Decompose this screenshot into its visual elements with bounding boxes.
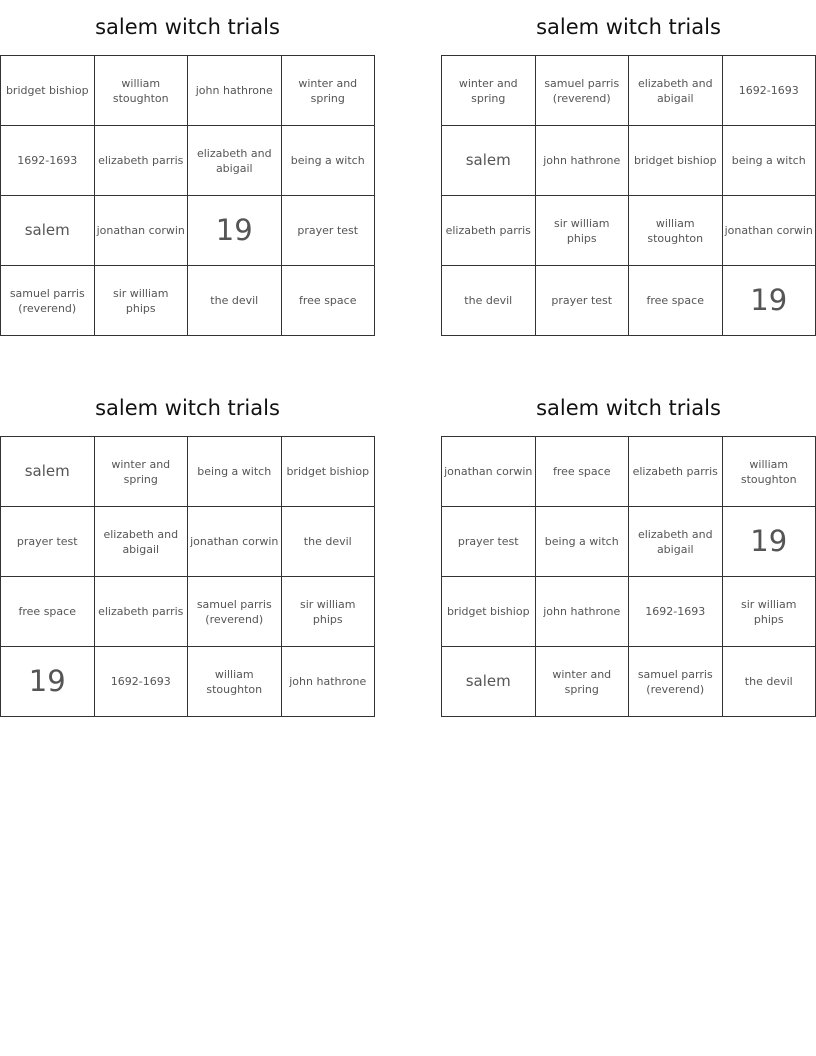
bingo-cell: free space [629, 266, 723, 336]
bingo-cell: the devil [282, 507, 376, 577]
bingo-cell: sir william phips [723, 577, 816, 647]
bingo-grid [0, 55, 375, 336]
bingo-cell: samuel parris (reverend) [536, 56, 630, 126]
bingo-cell: john hathrone [282, 647, 376, 717]
bingo-cell: elizabeth parris [95, 577, 189, 647]
bingo-cell: being a witch [282, 126, 376, 196]
bingo-cell: 1692-1693 [95, 647, 189, 717]
bingo-cell: john hathrone [536, 577, 630, 647]
bingo-cell: samuel parris (reverend) [188, 577, 282, 647]
bingo-cell: william stoughton [188, 647, 282, 717]
bingo-cell: 1692-1693 [629, 577, 723, 647]
card-title: salem witch trials [95, 15, 280, 39]
bingo-cell: the devil [723, 647, 816, 717]
bingo-cell: free space [1, 577, 95, 647]
bingo-cell: elizabeth and abigail [629, 507, 723, 577]
bingo-cell: jonathan corwin [188, 507, 282, 577]
bingo-grid [441, 436, 816, 717]
bingo-cell: 19 [1, 647, 95, 717]
card-title: salem witch trials [536, 15, 721, 39]
bingo-cell: 1692-1693 [723, 56, 816, 126]
bingo-cell: 19 [723, 507, 816, 577]
bingo-cell: winter and spring [442, 56, 536, 126]
bingo-cell: the devil [442, 266, 536, 336]
bingo-cell: the devil [188, 266, 282, 336]
bingo-cell: salem [442, 126, 536, 196]
bingo-cell: bridget bishiop [442, 577, 536, 647]
bingo-cell: being a witch [536, 507, 630, 577]
bingo-cell: prayer test [282, 196, 376, 266]
bingo-cell: salem [1, 437, 95, 507]
bingo-card [441, 391, 816, 717]
bingo-cell: sir william phips [282, 577, 376, 647]
bingo-cell: sir william phips [536, 196, 630, 266]
bingo-cell: jonathan corwin [442, 437, 536, 507]
bingo-cell: elizabeth parris [629, 437, 723, 507]
bingo-cell: samuel parris (reverend) [629, 647, 723, 717]
bingo-cell: bridget bishiop [282, 437, 376, 507]
bingo-cell: elizabeth and abigail [629, 56, 723, 126]
bingo-card [0, 10, 375, 336]
bingo-cell: elizabeth parris [95, 126, 189, 196]
bingo-cell: william stoughton [95, 56, 189, 126]
bingo-grid [0, 436, 375, 717]
bingo-cell: free space [282, 266, 376, 336]
bingo-cell: john hathrone [188, 56, 282, 126]
bingo-cell: salem [442, 647, 536, 717]
bingo-card [0, 391, 375, 717]
bingo-cell: prayer test [442, 507, 536, 577]
bingo-cell: 19 [723, 266, 816, 336]
bingo-cell: free space [536, 437, 630, 507]
bingo-cell: bridget bishiop [1, 56, 95, 126]
bingo-cell: samuel parris (reverend) [1, 266, 95, 336]
bingo-cell: jonathan corwin [95, 196, 189, 266]
bingo-cell: elizabeth and abigail [95, 507, 189, 577]
bingo-cell: william stoughton [629, 196, 723, 266]
bingo-cell: winter and spring [282, 56, 376, 126]
card-title: salem witch trials [95, 396, 280, 420]
bingo-cell: winter and spring [95, 437, 189, 507]
bingo-cell: john hathrone [536, 126, 630, 196]
bingo-cell: elizabeth parris [442, 196, 536, 266]
bingo-cell: 19 [188, 196, 282, 266]
bingo-cell: being a witch [723, 126, 816, 196]
bingo-cell: william stoughton [723, 437, 816, 507]
bingo-cell: being a witch [188, 437, 282, 507]
card-title: salem witch trials [536, 396, 721, 420]
bingo-cell: jonathan corwin [723, 196, 816, 266]
bingo-cell: salem [1, 196, 95, 266]
bingo-cell: prayer test [1, 507, 95, 577]
bingo-cell: winter and spring [536, 647, 630, 717]
bingo-cell: bridget bishiop [629, 126, 723, 196]
bingo-cell: elizabeth and abigail [188, 126, 282, 196]
bingo-cell: prayer test [536, 266, 630, 336]
bingo-card [441, 10, 816, 336]
bingo-cell: sir william phips [95, 266, 189, 336]
bingo-cell: 1692-1693 [1, 126, 95, 196]
bingo-grid [441, 55, 816, 336]
